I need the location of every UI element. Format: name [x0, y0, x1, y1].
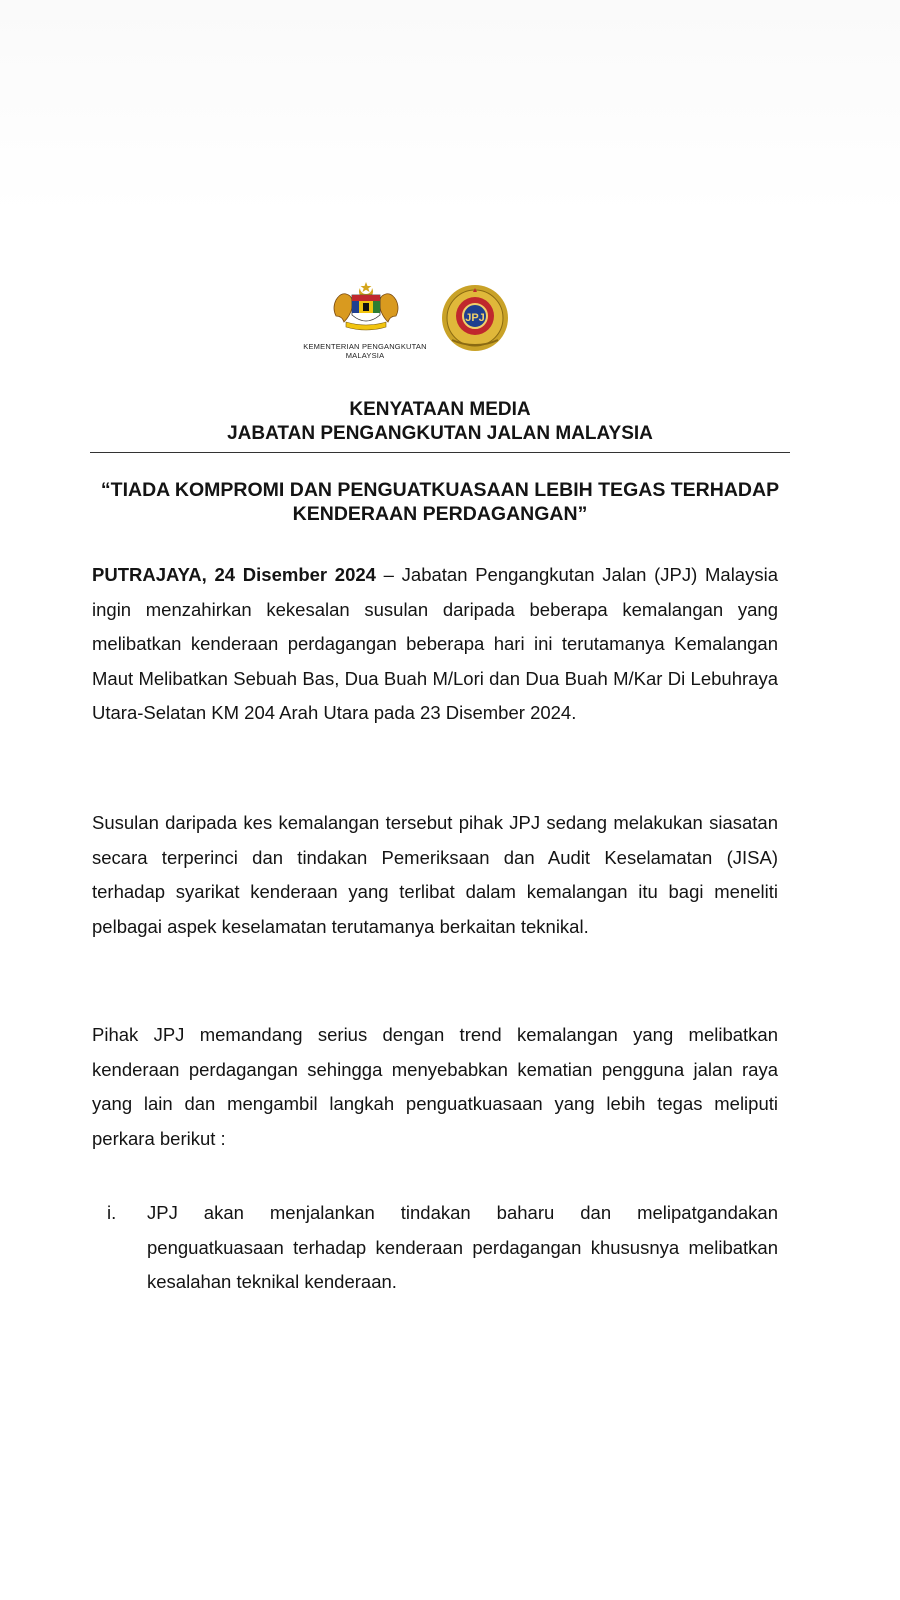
media-title-line1: KENYATAAN MEDIA	[349, 399, 531, 420]
headline-line2: KENDERAAN PERDAGANGAN”	[292, 503, 588, 525]
media-title	[90, 398, 790, 446]
paragraph-3: Pihak JPJ memandang serius dengan trend kemalangan yang melibatkan kenderaan perdagangan sehingga menyebabkan kematian pengguna jalan raya yang lain dan mengambil langkah penguatkuasaan yang lebih tegas meliputi perkara berikut :	[92, 1024, 778, 1149]
ministry-caption-line1: KEMENTERIAN PENGANGKUTAN	[303, 342, 427, 351]
logo-header	[300, 282, 540, 382]
jpj-emblem-icon	[438, 282, 512, 354]
headline-line1: “TIADA KOMPROMI DAN PENGUATKUASAAN LEBIH TEGAS TERHADAP	[100, 479, 780, 501]
paragraph-1	[92, 558, 778, 731]
dateline: PUTRAJAYA, 24 Disember 2024	[92, 564, 376, 585]
top-margin	[0, 0, 900, 215]
ministry-caption	[300, 342, 430, 360]
ministry-caption-line2: MALAYSIA	[345, 351, 385, 360]
paragraph-1-body: – Jabatan Pengangkutan Jalan (JPJ) Malaysia ingin menzahirkan kekesalan susulan daripada beberapa kemalangan yang melibatkan kenderaan perdagangan beberapa hari ini terutamanya Kemalangan Maut Melibatkan Sebuah Bas, Dua Buah M/Lori dan Dua Buah M/Kar Di Lebuhraya Utara-Selatan KM 204 Arah Utara pada 23 Disember 2024.	[92, 564, 778, 723]
title-divider	[90, 452, 790, 453]
coat-of-arms-icon	[330, 282, 402, 338]
jpj-logo	[438, 282, 512, 359]
list-marker: i.	[107, 1202, 117, 1223]
paragraph-2: Susulan daripada kes kemalangan tersebut pihak JPJ sedang melakukan siasatan secara terperinci dan tindakan Pemeriksaan dan Audit Keselamatan (JISA) terhadap syarikat kenderaan yang terlibat dalam kemalangan itu bagi meneliti pelbagai aspek keselamatan terutamanya berkaitan teknikal.	[92, 812, 778, 937]
ministry-logo	[300, 282, 430, 374]
list-item-text: JPJ akan menjalankan tindakan baharu dan melipatgandakan penguatkuasaan terhadap kenderaan perdagangan khususnya melibatkan kesalahan teknikal kenderaan.	[147, 1202, 778, 1292]
headline	[80, 478, 800, 526]
media-title-line2: JABATAN PENGANGKUTAN JALAN MALAYSIA	[227, 423, 653, 444]
jpj-emblem-text: JPJ	[465, 312, 485, 324]
